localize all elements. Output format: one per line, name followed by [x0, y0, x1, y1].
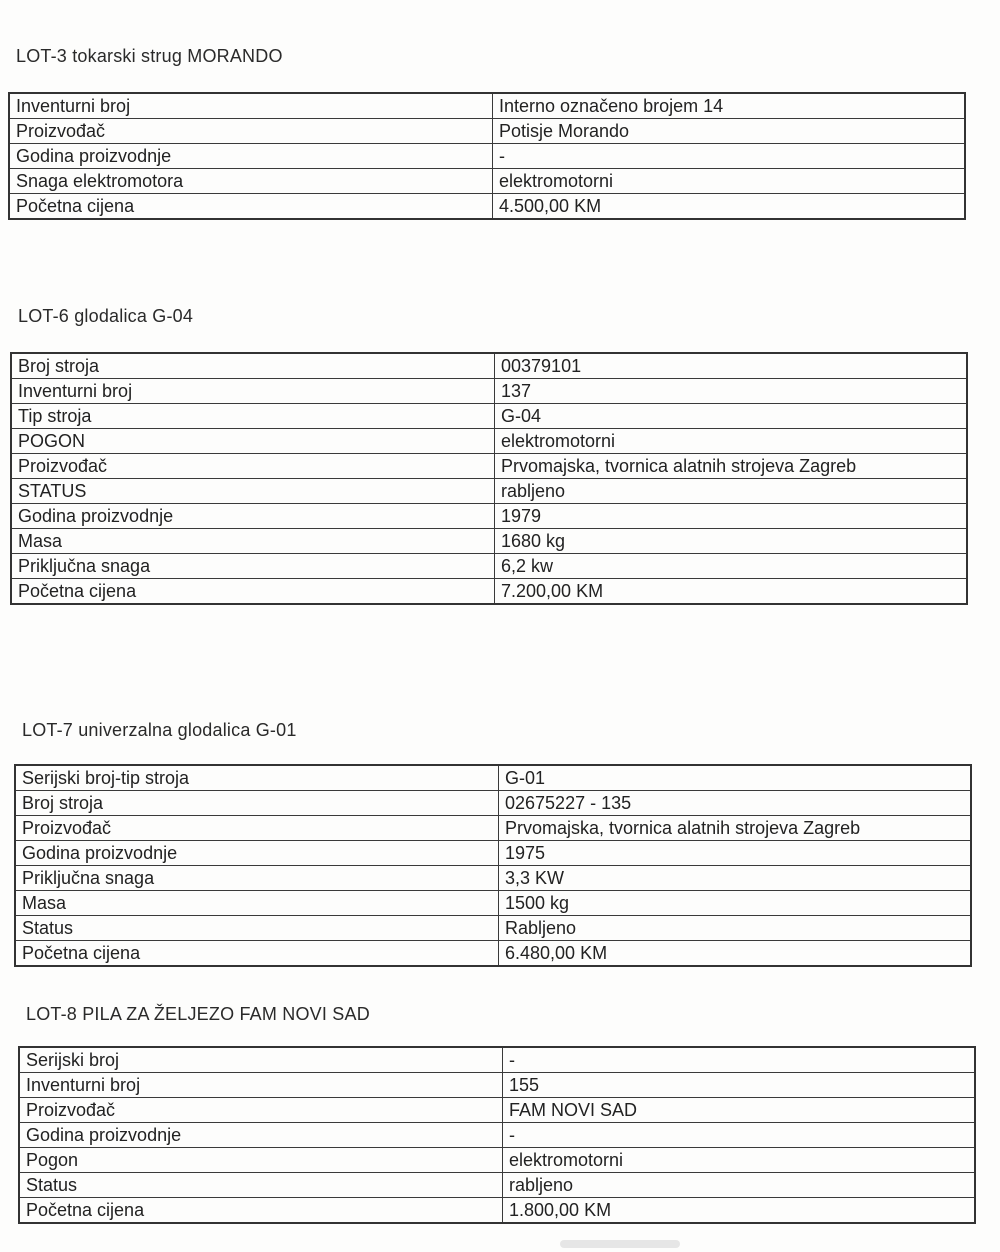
lot-title: LOT-6 glodalica G-04 [18, 306, 194, 326]
spec-label: Proizvođač [15, 816, 499, 841]
spec-label: Proizvođač [11, 454, 495, 479]
spec-value: elektromotorni [503, 1148, 976, 1173]
spec-label: STATUS [11, 479, 495, 504]
spec-value: 6,2 kw [495, 554, 968, 579]
table-row [15, 916, 971, 941]
spec-value: 1500 kg [499, 891, 972, 916]
spec-label: Status [15, 916, 499, 941]
spec-label: Početna cijena [15, 941, 499, 967]
table-row [19, 1047, 975, 1073]
table-row [15, 841, 971, 866]
spec-value: elektromotorni [493, 169, 966, 194]
table-row [9, 169, 965, 194]
table-row [15, 791, 971, 816]
spec-label: Inventurni broj [19, 1073, 503, 1098]
spec-value: G-01 [499, 765, 972, 791]
table-row [19, 1073, 975, 1098]
spec-label: Broj stroja [15, 791, 499, 816]
lot-title: LOT-7 univerzalna glodalica G-01 [22, 720, 297, 740]
spec-value: 02675227 - 135 [499, 791, 972, 816]
spec-value: 1975 [499, 841, 972, 866]
spec-value: rabljeno [503, 1173, 976, 1198]
spec-value: Interno označeno brojem 14 [493, 93, 966, 119]
spec-label: Inventurni broj [9, 93, 493, 119]
spec-value: 7.200,00 KM [495, 579, 968, 605]
spec-label: Početna cijena [9, 194, 493, 220]
spec-value: - [503, 1047, 976, 1073]
table-row [19, 1148, 975, 1173]
table-row [11, 504, 967, 529]
spec-label: Masa [11, 529, 495, 554]
spec-label: Godina proizvodnje [15, 841, 499, 866]
table-row [19, 1198, 975, 1224]
spec-label: Inventurni broj [11, 379, 495, 404]
spec-value: G-04 [495, 404, 968, 429]
table-row [15, 941, 971, 967]
spec-label: Tip stroja [11, 404, 495, 429]
table-row [19, 1098, 975, 1123]
spec-value: 3,3 KW [499, 866, 972, 891]
spec-value: 1.800,00 KM [503, 1198, 976, 1224]
lot-spec-table [14, 764, 972, 967]
spec-value: 1979 [495, 504, 968, 529]
table-row [11, 353, 967, 379]
lot-title: LOT-3 tokarski strug MORANDO [16, 46, 283, 66]
spec-value: 1680 kg [495, 529, 968, 554]
table-row [15, 816, 971, 841]
spec-label: Snaga elektromotora [9, 169, 493, 194]
spec-value: - [493, 144, 966, 169]
spec-label: Serijski broj [19, 1047, 503, 1073]
spec-label: Priključna snaga [11, 554, 495, 579]
table-row [15, 891, 971, 916]
spec-label: Broj stroja [11, 353, 495, 379]
lot-spec-table [10, 352, 968, 605]
table-row [19, 1173, 975, 1198]
lot-title: LOT-8 PILA ZA ŽELJEZO FAM NOVI SAD [26, 1004, 370, 1024]
spec-value: Rabljeno [499, 916, 972, 941]
scan-artifact [560, 1240, 680, 1248]
spec-label: Serijski broj-tip stroja [15, 765, 499, 791]
spec-value: Prvomajska, tvornica alatnih strojeva Zagreb [499, 816, 972, 841]
spec-label: Proizvođač [9, 119, 493, 144]
table-row [11, 379, 967, 404]
table-row [9, 194, 965, 220]
spec-value: 155 [503, 1073, 976, 1098]
spec-label: Početna cijena [11, 579, 495, 605]
lot-spec-table [8, 92, 966, 220]
spec-label: Masa [15, 891, 499, 916]
spec-label: Pogon [19, 1148, 503, 1173]
spec-value: rabljeno [495, 479, 968, 504]
table-row [15, 866, 971, 891]
table-row [9, 93, 965, 119]
table-row [11, 579, 967, 605]
spec-value: 137 [495, 379, 968, 404]
spec-value: 00379101 [495, 353, 968, 379]
table-row [9, 119, 965, 144]
table-row [15, 765, 971, 791]
spec-value: Prvomajska, tvornica alatnih strojeva Zagreb [495, 454, 968, 479]
spec-label: Status [19, 1173, 503, 1198]
spec-label: Godina proizvodnje [11, 504, 495, 529]
spec-label: Početna cijena [19, 1198, 503, 1224]
spec-label: Proizvođač [19, 1098, 503, 1123]
spec-value: 4.500,00 KM [493, 194, 966, 220]
spec-label: Priključna snaga [15, 866, 499, 891]
spec-value: 6.480,00 KM [499, 941, 972, 967]
table-row [11, 554, 967, 579]
spec-label: POGON [11, 429, 495, 454]
table-row [11, 529, 967, 554]
table-row [19, 1123, 975, 1148]
spec-label: Godina proizvodnje [19, 1123, 503, 1148]
spec-value: FAM NOVI SAD [503, 1098, 976, 1123]
table-row [11, 479, 967, 504]
table-row [11, 454, 967, 479]
spec-value: Potisje Morando [493, 119, 966, 144]
spec-value: - [503, 1123, 976, 1148]
lot-spec-table [18, 1046, 976, 1224]
table-row [11, 404, 967, 429]
spec-value: elektromotorni [495, 429, 968, 454]
table-row [11, 429, 967, 454]
spec-label: Godina proizvodnje [9, 144, 493, 169]
table-row [9, 144, 965, 169]
